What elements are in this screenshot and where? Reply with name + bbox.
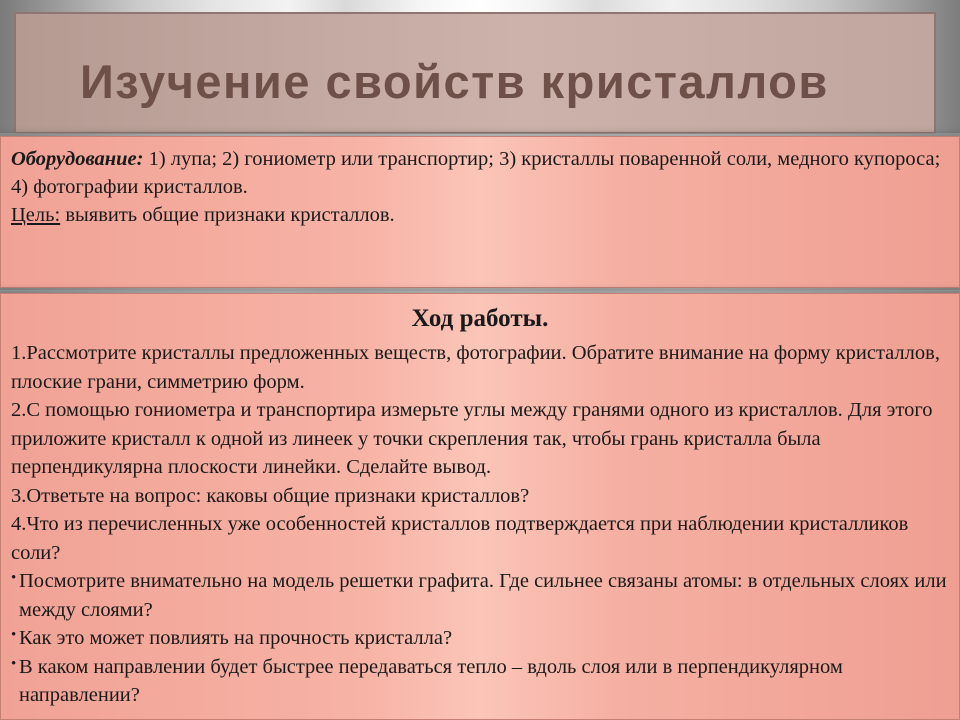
equipment-label: Оборудование: xyxy=(11,148,144,170)
procedure-step: 3.Ответьте на вопрос: каковы общие признаки кристаллов? xyxy=(11,484,530,507)
goal-paragraph xyxy=(11,201,949,229)
equipment-text: 1) лупа; 2) гониометр или транспортир; 3) кристаллы поваренной соли, медного купороса; 4) фотографии кристаллов. xyxy=(11,148,941,198)
bullet-dot-icon: • xyxy=(11,627,17,643)
procedure-step: 4.Что из перечисленных уже особенностей кристаллов подтверждается при наблюдении кристалликов соли? xyxy=(11,513,909,564)
procedure-bullet xyxy=(11,567,949,624)
bullet-text: Как это может повлиять на прочность кристалла? xyxy=(19,627,453,649)
slide-title: Изучение свойств кристаллов xyxy=(80,55,829,108)
title-banner xyxy=(14,12,936,134)
bullet-text: В каком направлении будет быстрее передаваться тепло – вдоль слоя или в перпендикулярном направлении? xyxy=(19,655,843,706)
procedure-panel xyxy=(0,293,960,720)
procedure-bullet xyxy=(11,624,949,653)
equipment-panel xyxy=(0,136,960,288)
goal-label: Цель: xyxy=(11,204,61,226)
procedure-step: 2.С помощью гониометра и транспортира измерьте углы между гранями одного из кристаллов. Для этого приложите кристалл к одной из линеек у точки скрепления так, чтобы грань кристалла была перпендикулярна плоскости линейки. Сделайте вывод. xyxy=(11,399,933,478)
bullet-dot-icon: • xyxy=(11,655,17,672)
procedure-bullet xyxy=(11,653,949,710)
procedure-step: 1.Рассмотрите кристаллы предложенных веществ, фотографии. Обратите внимание на форму кристаллов, плоские грани, симметрию форм. xyxy=(11,342,940,393)
bullet-text: Посмотрите внимательно на модель решетки графита. Где сильнее связаны атомы: в отдельных слоях или между слоями? xyxy=(19,570,947,621)
procedure-heading: Ход работы. xyxy=(411,305,549,332)
goal-text: выявить общие признаки кристаллов. xyxy=(60,204,395,226)
equipment-paragraph xyxy=(11,145,949,201)
bullet-dot-icon: • xyxy=(11,570,17,586)
